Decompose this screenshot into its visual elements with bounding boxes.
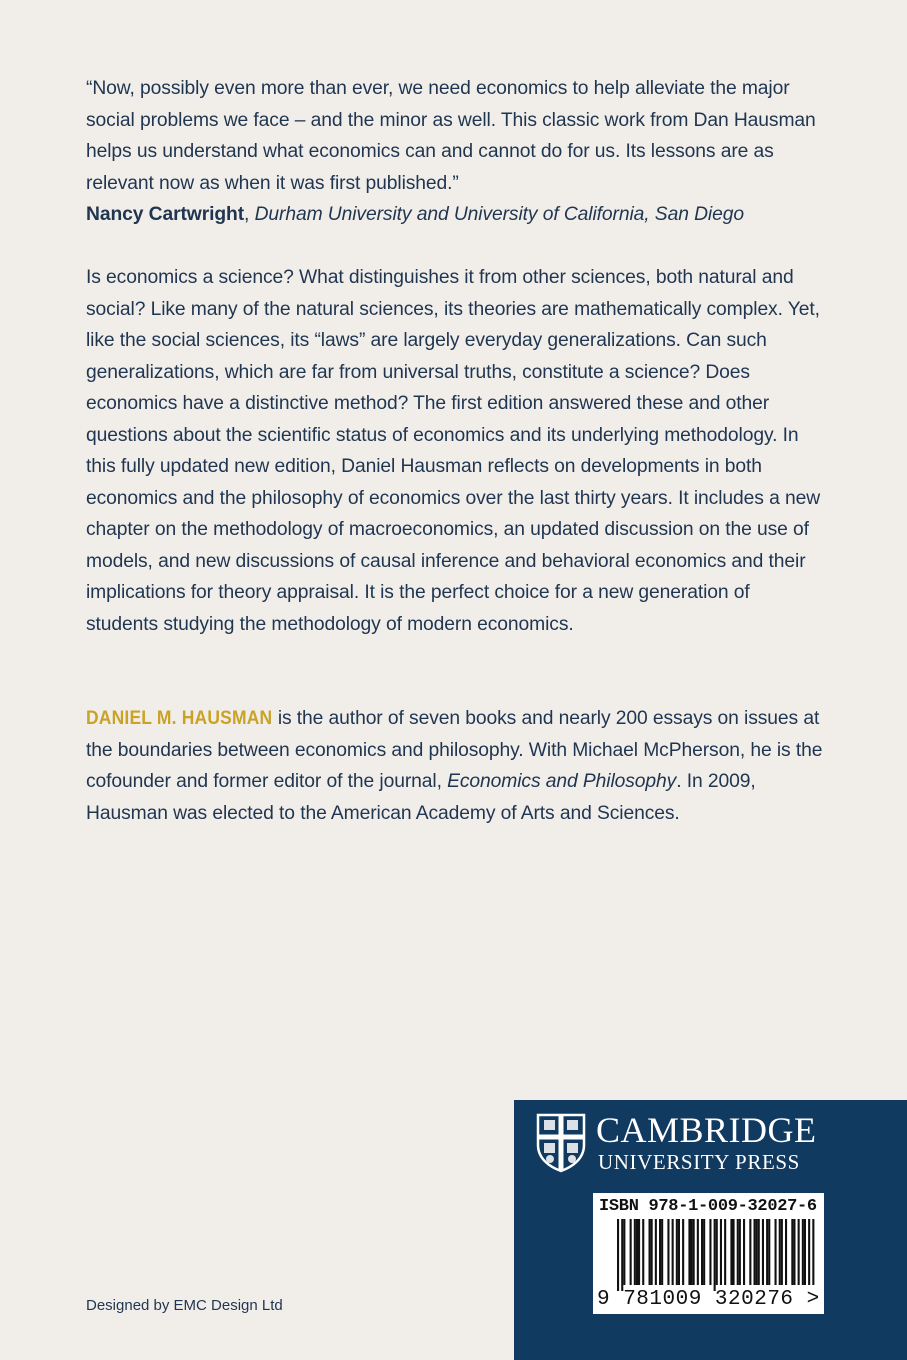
publisher-panel xyxy=(514,1100,907,1360)
journal-title: Economics and Philosophy xyxy=(447,771,677,792)
design-credit: Designed by EMC Design Ltd xyxy=(86,1297,283,1314)
cambridge-crest-icon xyxy=(536,1113,586,1173)
publisher-name: CAMBRIDGE xyxy=(596,1110,817,1150)
quote-text: “Now, possibly even more than ever, we need economics to help alleviate the major social problems we face – and the minor as well. This classic work from Dan Hausman helps us understand what economics can and cannot do for us. Its lessons are as relevant now as when it was first published.” xyxy=(86,78,816,194)
bio-text-part1: is the author of seven books and nearly 200 essays on issues at the boundaries between economics and philosophy. With Michael McPherson, he is the cofounder and former editor of the journal, xyxy=(86,708,823,792)
attribution-name: Nancy Cartwright xyxy=(86,204,245,225)
bio-text-part2: . In 2009, Hausman was elected to the American Academy of Arts and Sciences. xyxy=(86,771,756,824)
author-name: DANIEL M. HAUSMAN xyxy=(86,708,273,729)
attribution-affiliation: Durham University and University of California, San Diego xyxy=(254,204,744,225)
quote-attribution: Nancy Cartwright, Durham University and University of California, San Diego xyxy=(86,204,744,225)
endorsement-quote xyxy=(86,73,826,231)
author-bio xyxy=(86,703,826,829)
publisher-subname: UNIVERSITY PRESS xyxy=(598,1150,800,1174)
barcode-digits: 9 781009 320276 > xyxy=(597,1288,820,1311)
isbn-barcode xyxy=(593,1193,824,1314)
book-description: Is economics a science? What distinguishes it from other sciences, both natural and social? Like many of the natural sciences, its theories are mathematically complex. Yet, like the social sciences, its “laws” are largely everyday generalizations. Can such generalizations, which are far from universal truths, constitute a science? Does economics have a distinctive method? The first edition answered these and other questions about the scientific status of economics and its underlying methodology. In this fully updated new edition, Daniel Hausman reflects on developments in both economics and the philosophy of economics over the last thirty years. It includes a new chapter on the methodology of macroeconomics, an updated discussion on the use of models, and new discussions of causal inference and behavioral economics and their implications for theory appraisal. It is the perfect choice for a new generation of students studying the methodology of modern economics. xyxy=(86,267,821,635)
isbn-label: ISBN 978-1-009-32027-6 xyxy=(599,1197,817,1216)
